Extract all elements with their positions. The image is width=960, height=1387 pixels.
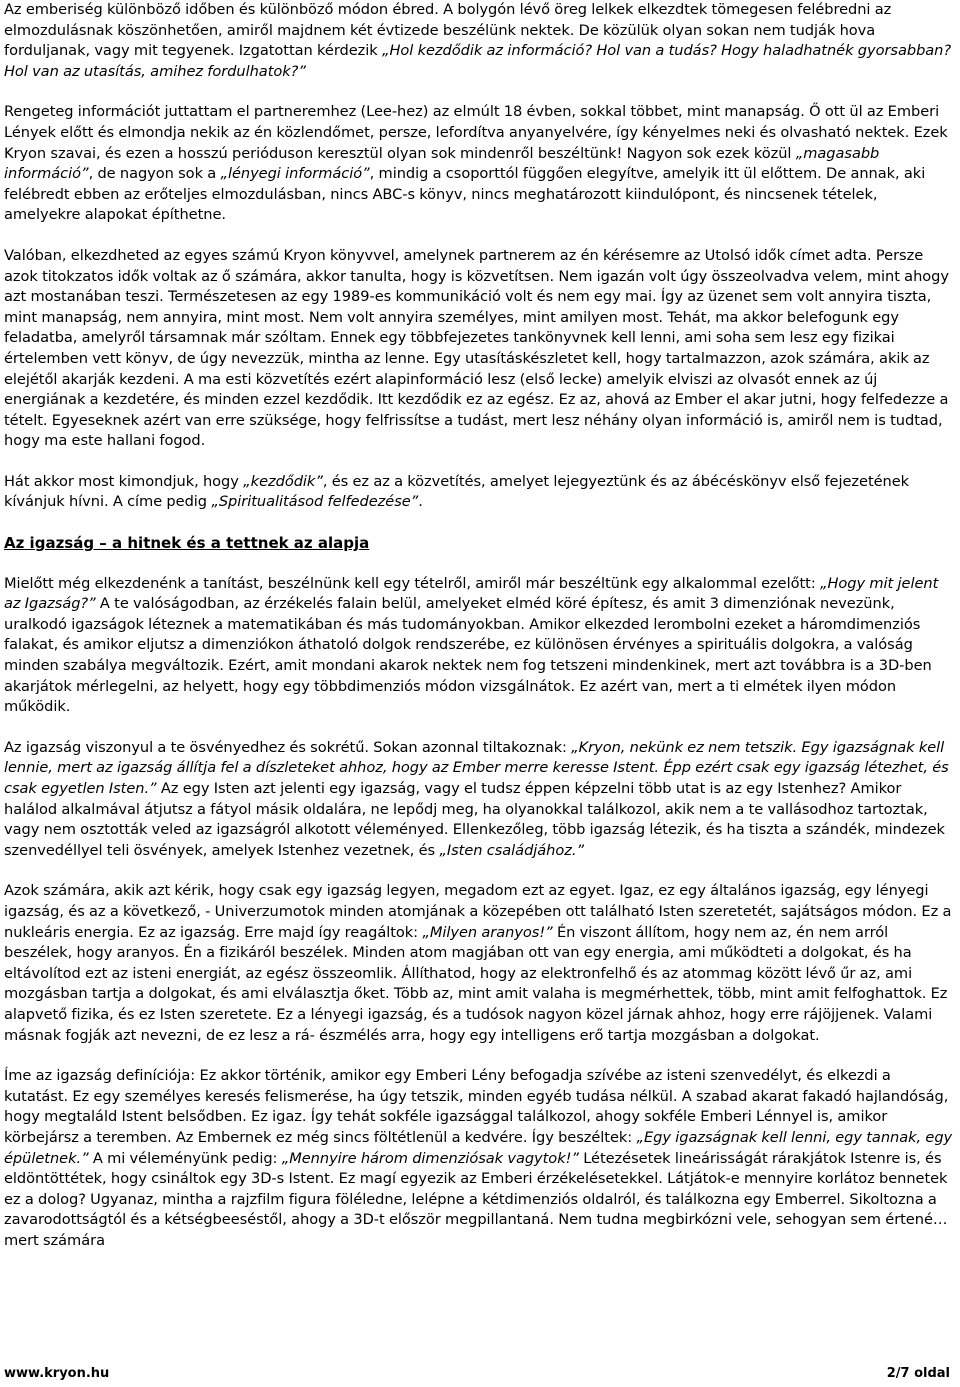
text-run: Az egy Isten azt jelenti egy igazság, vagy el tudsz éppen képzelni több utat is az egy Istenhez? Amikor halálod alkalmával átjutsz a fátyol másik oldalára, ne lepődj meg, ha olyanokkal találkozol, akik nem a te vallásodhoz tartoztak, vagy nem osztották veled az igazságról alkotott véleményed. Ellenkezőleg, több igazság létezik, és ha tiszta a szándék, mindezek szenvedéllyel teli ösvények, amelyek Istenhez vezetnek, és (4, 780, 945, 859)
text-run: Rengeteg információt juttattam el partneremhez (Lee-hez) az elmúlt 18 évben, sokkal többet, mint manapság. Ő ott ül az Emberi Lények előtt és elmondja nekik az én közlendőmet, persze, lefordítva anyanyelvére, így kényelmes neki és olvasható nektek. Ezek Kryon szavai, és ezen a hosszú perióduson keresztül olyan sok mindenről beszéltünk! Nagyon sok ezek közül (4, 103, 948, 162)
paragraph-first-book (4, 246, 955, 452)
italic-quote: „Hogy mit jelent az Igazság?” (4, 574, 939, 613)
paragraph-many-truths (4, 738, 955, 862)
document-body (4, 0, 955, 1251)
paragraph-one-truth (4, 881, 955, 1046)
italic-quote: „Egy igazságnak kell lenni, egy tannak, egy épületnek.” (4, 1128, 953, 1167)
text-run: Mielőtt még elkezdenénk a tanítást, beszélnünk kell egy tételről, amiről már beszéltünk egy alkalommal ezelőtt: (4, 574, 820, 592)
italic-quote: „Milyen aranyos!” (422, 923, 553, 941)
italic-quote: „Spiritualitásod felfedezése” (211, 493, 419, 511)
text-run: , mindig a csoporttól függően elegyítve, amelyik itt ül előttem. De annak, aki felébredt ebben az erőteljes elmozdulásban, nincs ABC-s könyv, nincs meghatározott kiindulópont, és nincsenek tételek, amelyekre alapokat építhetne. (4, 165, 926, 224)
italic-quote: „Kryon, nekünk ez nem tetszik. Egy igazságnak kell lennie, mert az igazság állítja fel a díszleteket ahhoz, hogy az Ember merre keresse Istent. Épp ezért csak egy igazság létezhet, és csak egyetlen Isten.” (4, 738, 949, 797)
text-run: Én viszont állítom, hogy nem az, én nem arról beszélek, hogy aranyos. Én a fizikáról beszélek. Minden atom magjában ott van egy energia, ami működteti a dolgokat, és ha eltávolítod ezt az isteni energiát, az egész összeomlik. Állíthatod, hogy az elektronfelhő és az atommag között lévő űr az, ami mozgásban tartja a dolgokat, és ami elválasztja őket. Több az, mint amit valaha is megmérhettek, több, mint amit felfoghattok. Ez alapvető fizika, és ez Isten szeretete. Ez a lényegi igazság, és a tudósok nagyon közel járnak ahhoz, hogy erre rájöjjenek. Valami másnak fogják azt nevezni, de ez lesz a rá- észmélés arra, hogy egy intelligens erő tartja mozgásban a dolgokat. (4, 923, 948, 1044)
text-run: A te valóságodban, az érzékelés falain belül, amelyeket elméd köré építesz, és amit 3 dimenziónak nevezünk, uralkodó igazságok léteznek a matematikában és más tudományokban. Amikor elkezded lerombolni ezeket a háromdimenziós falakat, és amikor eljutsz a dimenziókon áthatoló dolgok rendszerébe, ez különösen érvényes a spirituális dolgokra, a valóság minden szabálya megváltozik. Ezért, amit mondani akarok nektek nem fog tetszeni mindenkinek, mert azt továbbra is a 3D-ben akarjátok mérlegelni, az helyett, hogy egy többdimenziós módon vizsgálnátok. Ez azért van, mert a ti elmétek ilyen módon működik. (4, 595, 932, 716)
paragraph-beginning (4, 472, 955, 513)
text-run: Hát akkor most kimondjuk, hogy (4, 472, 244, 490)
text-run: . (418, 493, 423, 511)
italic-quote: „Isten családjához.” (439, 841, 584, 859)
italic-quote: „magasabb információ” (4, 144, 880, 183)
text-run: Íme az igazság definíciója: Ez akkor történik, amikor egy Emberi Lény befogadja szívébe az isteni szenvedélyt, és elkezdi a kutatást. Ez egy személyes keresés felismerése, ha úgy tetszik, minden egyéb tudása nélkül. A szabad akarat fakadó hajlandóság, hogy megtaláld Istent belsődben. Ez igaz. Így tehát sokféle igazsággal találkozol, ahogy sokféle Emberi Lénnyel is, amikor körbejársz a teremben. Az Embernek ez még sincs föltétlenül a kedvére. Így beszéltek: (4, 1067, 949, 1146)
italic-quote: „Mennyire három dimenziósak vagytok!” (281, 1149, 579, 1167)
paragraph-information (4, 102, 955, 226)
paragraph-definition (4, 1066, 955, 1251)
paragraph-intro (4, 0, 955, 82)
text-run: Az igazság viszonyul a te ösvényedhez és sokrétű. Sokan azonnal tiltakoznak: (4, 738, 572, 756)
text-run: , de nagyon sok a (88, 165, 221, 183)
section-heading: Az igazság – a hitnek és a tettnek az alapja (4, 534, 370, 553)
italic-quote: „kezdődik” (243, 472, 323, 490)
footer-url[interactable]: www.kryon.hu (4, 1366, 110, 1381)
italic-quote: „lényegi információ” (220, 165, 370, 183)
text-run: Létezésetek lineárisságát rárakjátok Istenre is, és eldöntöttétek, hogy csináltok egy 3D-s Istent. Ez magí egyezik az Emberi érzékelésetekkel. Látjátok-e mennyire korlátoz bennetek ez a dolog? Ugyanaz, mintha a rajzfilm figura föléledne, lelépne a kétdimenziós oldalról, és találkozna egy Emberrel. Sikoltozna a zavarodottságtól és a kétségbeeséstől, ahogy a 3D-t először megpillantaná. Nem tudna megbirkózni vele, sehogyan sem értené… mert számára (4, 1149, 948, 1249)
italic-quote: „Hol kezdődik az információ? Hol van a tudás? Hogy haladhatnék gyorsabban? Hol van az utasítás, amihez fordulhatok?” (4, 42, 952, 80)
text-run: A mi véleményünk pedig: (88, 1149, 282, 1167)
paragraph-what-is-truth (4, 574, 955, 718)
text-run: Az emberiség különböző időben és különböző módon ébred. A bolygón lévő öreg lelkek elkezdtek tömegesen felébredni az elmozdulásnak köszönhetően, amiről majdnem két évtizede beszélünk nektek. De közülük olyan sokan nem tudják hova forduljanak, vagy mit tegyenek. Izgatottan kérdezik (4, 1, 892, 60)
text-run: , és ez az a közvetítés, amelyet lejegyeztünk és az ábécéskönyv első fejezetének kívánjuk hívni. A címe pedig (4, 472, 910, 511)
text-run: Azok számára, akik azt kérik, hogy csak egy igazság legyen, megadom ezt az egyet. Igaz, ez egy általános igazság, egy lényegi igazság, és az a következő, - Univerzumotok minden atomjának a közepében ott található Isten szeretetét, sajátságos módon. Ez a nukleáris energia. Ez az igazság. Erre majd így reagáltok: (4, 882, 952, 941)
footer-page-number: 2/7 oldal (886, 1366, 950, 1381)
text-run: Valóban, elkezdheted az egyes számú Kryon könyvvel, amelynek partnerem az én kérésemre az Utolsó idők címet adta. Persze azok titokzatos idők voltak az ő számára, akkor tanulta, hogy is közvetítsen. Nem igazán volt úgy összeolvadva velem, mint ahogy azt mostanában teszi. Természetesen az egy 1989-es kommunikáció volt és nem egy mai. Így az üzenet sem volt annyira tiszta, mint manapság, nem annyira, mint most. Nem volt annyira személyes, mint amilyen most. Tehát, ma akkor belefogunk egy feladatba, amelyről társamnak már szóltam. Ennek egy többfejezetes tankönyvnek kell lenni, ami soha sem lesz egy fizikai értelemben vett könyv, de úgy nevezzük, mintha az lenne. Egy utasításkészletet kell, hogy tartalmazzon, azok számára, akik az elejétől akarják kezdeni. A ma esti közvetítés ezért alapinformáció lesz (első lecke) amelyik elviszi az olvasót ennek az új energiának a kezdetére, és minden ezzel kezdődik. Itt kezdődik ez az egész. Ez az, ahová az Ember el akar jutni, hogy felfedezze a tételt. Egyeseknek azért van erre szüksége, hogy felfrissítse a tudást, mert lesz néhány olyan információ is, amiről nem is tudtad, hogy ma este hallani fogod. (4, 246, 949, 450)
